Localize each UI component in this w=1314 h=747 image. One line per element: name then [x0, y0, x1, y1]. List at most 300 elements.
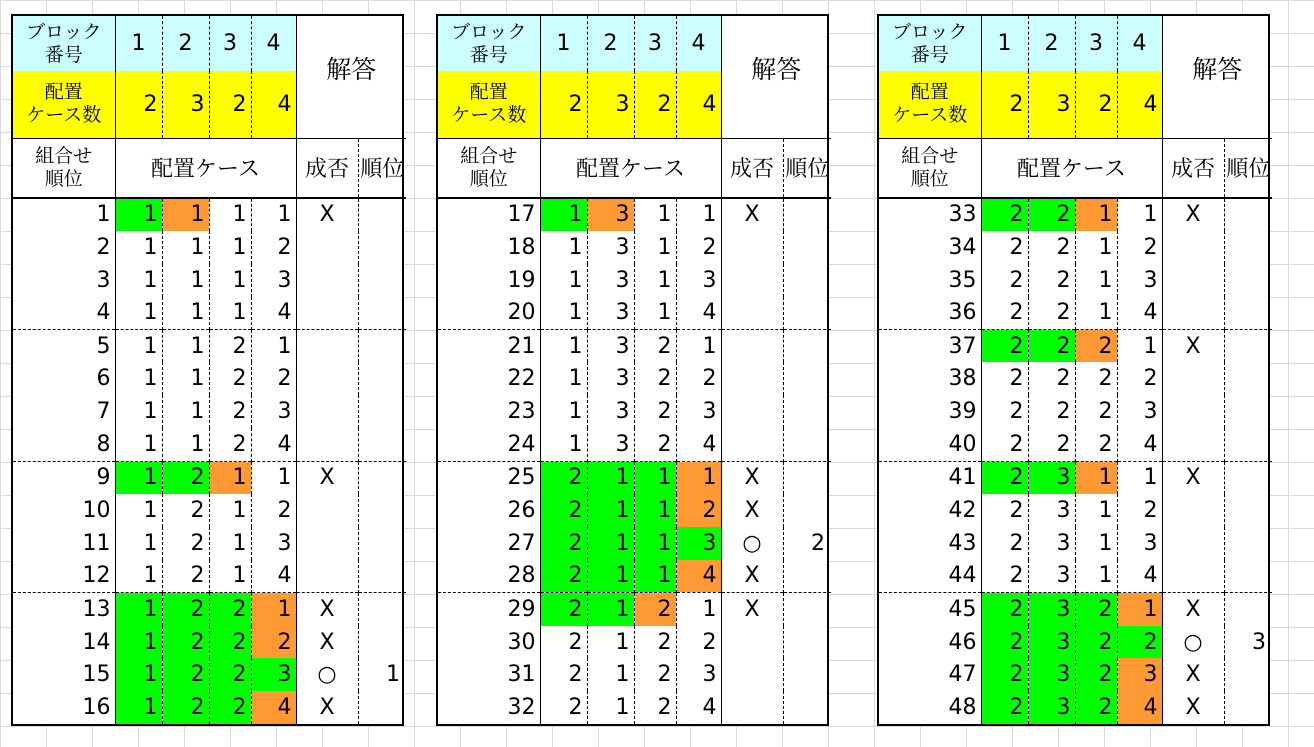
case-cell-1: 2: [540, 560, 587, 593]
rank-cell: [1224, 330, 1272, 363]
table-row: [13, 362, 406, 395]
combo-rank-cell: 19: [507, 267, 536, 293]
case-cell-3: 1: [1075, 264, 1117, 297]
combo-rank-cell: 4: [96, 300, 111, 326]
rank-cell: [358, 198, 406, 231]
placement-count-4: 4: [1117, 71, 1162, 138]
placement-case-header: 配置ケース: [981, 138, 1162, 198]
table-row: [438, 560, 831, 593]
result-cell: [296, 297, 358, 330]
case-cell-3: 1: [634, 231, 676, 264]
case-cell-2: 3: [587, 395, 634, 428]
case-cell-4: 2: [251, 626, 296, 659]
case-cell-4: 1: [1117, 461, 1162, 494]
case-cell-1: 1: [115, 428, 162, 461]
case-cell-2: 3: [1028, 527, 1075, 560]
case-cell-4: 4: [1117, 560, 1162, 593]
case-cell-3: 2: [209, 626, 251, 659]
case-cell-3: 1: [1075, 198, 1117, 231]
table-row: [879, 198, 1272, 231]
combo-rank-cell: 25: [438, 461, 540, 494]
case-cell-3: 1: [634, 297, 676, 330]
table-row: [879, 494, 1272, 527]
combo-rank-cell: 14: [82, 629, 111, 655]
result-cell: ○: [721, 527, 783, 560]
result-cell: X: [721, 198, 783, 231]
result-cell: X: [1162, 691, 1224, 724]
rank-cell: [1224, 658, 1272, 691]
case-cell-1: 2: [540, 527, 587, 560]
table-row: [438, 297, 831, 330]
block-number-3: 3: [634, 16, 676, 71]
case-cell-4: 3: [676, 264, 721, 297]
case-cell-2: 1: [162, 231, 209, 264]
result-cell: [721, 691, 783, 724]
combo-rank-cell: 6: [96, 366, 111, 392]
case-cell-1: 1: [115, 691, 162, 724]
case-cell-4: 3: [1117, 395, 1162, 428]
case-cell-1: 2: [981, 264, 1028, 297]
case-cell-3: 2: [209, 395, 251, 428]
case-cell-1: 2: [981, 593, 1028, 626]
table-row: [13, 658, 406, 691]
result-cell: X: [296, 691, 358, 724]
table-row: [438, 362, 831, 395]
combo-rank-cell: 45: [879, 593, 981, 626]
rank-cell: [1224, 461, 1272, 494]
table-row: [879, 297, 1272, 330]
table-row: [879, 691, 1272, 724]
block-number-4: 4: [1117, 16, 1162, 71]
case-cell-4: 4: [251, 297, 296, 330]
case-cell-4: 3: [251, 527, 296, 560]
case-cell-1: 2: [981, 494, 1028, 527]
case-cell-3: 2: [1075, 691, 1117, 724]
case-cell-4: 2: [676, 362, 721, 395]
combo-rank-cell: 44: [948, 563, 977, 589]
combo-rank-cell: 9: [13, 461, 115, 494]
case-cell-1: 1: [115, 527, 162, 560]
case-cell-2: 1: [587, 626, 634, 659]
combo-rank-cell: 20: [507, 300, 536, 326]
table-row: [438, 264, 831, 297]
result-cell: [721, 231, 783, 264]
case-cell-1: 2: [540, 593, 587, 626]
rank-cell: [783, 658, 831, 691]
answer-header: 解答: [721, 16, 831, 138]
result-cell: [721, 626, 783, 659]
case-cell-2: 2: [162, 461, 209, 494]
result-header: 成否: [721, 138, 783, 198]
case-cell-3: 1: [209, 527, 251, 560]
table-row: [438, 461, 831, 494]
block-number-1: 1: [115, 16, 162, 71]
result-cell: [1162, 560, 1224, 593]
combo-rank-cell: 46: [948, 629, 977, 655]
case-cell-1: 2: [540, 691, 587, 724]
combo-rank-cell: 34: [948, 234, 977, 260]
case-table: [438, 16, 831, 724]
case-cell-2: 1: [162, 362, 209, 395]
case-cell-3: 1: [1075, 231, 1117, 264]
combo-rank-cell: 8: [96, 431, 111, 457]
case-cell-3: 1: [209, 297, 251, 330]
case-cell-3: 1: [634, 494, 676, 527]
case-cell-2: 2: [1028, 428, 1075, 461]
case-cell-3: 2: [634, 330, 676, 363]
result-cell: [296, 428, 358, 461]
case-cell-2: 2: [1028, 198, 1075, 231]
case-cell-2: 2: [1028, 362, 1075, 395]
result-cell: X: [296, 461, 358, 494]
case-cell-3: 2: [209, 362, 251, 395]
rank-cell: [783, 297, 831, 330]
case-cell-4: 2: [676, 494, 721, 527]
rank-header: 順位: [358, 138, 406, 198]
block-number-2: 2: [1028, 16, 1075, 71]
case-cell-2: 3: [1028, 560, 1075, 593]
case-cell-3: 1: [209, 198, 251, 231]
rank-header: 順位: [1224, 138, 1272, 198]
combo-rank-cell: 15: [82, 662, 111, 688]
table-row: [879, 560, 1272, 593]
result-cell: X: [1162, 330, 1224, 363]
case-cell-1: 2: [981, 362, 1028, 395]
case-cell-1: 1: [115, 198, 162, 231]
case-cell-1: 2: [981, 461, 1028, 494]
case-cell-4: 4: [1117, 297, 1162, 330]
case-cell-3: 2: [634, 428, 676, 461]
combo-rank-cell: 41: [879, 461, 981, 494]
case-cell-3: 1: [634, 560, 676, 593]
table-row: [438, 593, 831, 626]
case-cell-4: 1: [1117, 593, 1162, 626]
rank-cell: [358, 560, 406, 593]
table-row: [879, 395, 1272, 428]
case-cell-2: 1: [162, 198, 209, 231]
rank-header: 順位: [783, 138, 831, 198]
table-row: [438, 691, 831, 724]
case-cell-2: 3: [587, 428, 634, 461]
case-cell-2: 1: [587, 461, 634, 494]
case-cell-2: 3: [587, 330, 634, 363]
case-cell-2: 3: [587, 264, 634, 297]
case-cell-1: 1: [115, 494, 162, 527]
case-cell-2: 2: [1028, 231, 1075, 264]
table-row: [13, 297, 406, 330]
rank-cell: [358, 395, 406, 428]
result-cell: ○: [1162, 626, 1224, 659]
result-cell: [1162, 231, 1224, 264]
table-row: [13, 330, 406, 363]
result-cell: [721, 395, 783, 428]
case-cell-2: 1: [587, 658, 634, 691]
table-row: [13, 527, 406, 560]
case-cell-3: 2: [209, 593, 251, 626]
case-cell-4: 3: [1117, 658, 1162, 691]
rank-cell: [783, 691, 831, 724]
rank-cell: [1224, 691, 1272, 724]
rank-cell: [1224, 527, 1272, 560]
block-number-label: ブロック 番号: [879, 16, 981, 71]
case-cell-1: 1: [115, 461, 162, 494]
case-cell-4: 2: [1117, 626, 1162, 659]
block-number-1: 1: [981, 16, 1028, 71]
case-cell-1: 2: [981, 626, 1028, 659]
table-row: [438, 527, 831, 560]
case-cell-1: 1: [115, 297, 162, 330]
combo-rank-cell: 23: [507, 399, 536, 425]
block-number-label: ブロック 番号: [438, 16, 540, 71]
combo-rank-cell: 3: [96, 267, 111, 293]
case-cell-1: 2: [981, 395, 1028, 428]
case-cell-4: 2: [251, 231, 296, 264]
case-cell-3: 1: [634, 264, 676, 297]
case-cell-2: 1: [162, 395, 209, 428]
combo-rank-header: 組合せ 順位: [13, 138, 115, 198]
rank-cell: 3: [1224, 626, 1272, 659]
result-cell: X: [1162, 198, 1224, 231]
case-cell-1: 1: [115, 626, 162, 659]
table-row: [13, 494, 406, 527]
case-cell-4: 2: [676, 231, 721, 264]
result-cell: [1162, 297, 1224, 330]
case-cell-1: 2: [981, 428, 1028, 461]
combo-rank-cell: 31: [507, 662, 536, 688]
case-cell-2: 1: [587, 593, 634, 626]
rank-cell: 2: [783, 527, 831, 560]
case-cell-3: 1: [1075, 297, 1117, 330]
combo-rank-cell: 10: [82, 497, 111, 523]
placement-count-2: 3: [162, 71, 209, 138]
case-cell-2: 2: [162, 560, 209, 593]
result-header: 成否: [1162, 138, 1224, 198]
case-cell-4: 2: [251, 494, 296, 527]
case-cell-2: 3: [587, 231, 634, 264]
placement-count-label: 配置 ケース数: [438, 71, 540, 138]
rank-cell: [358, 330, 406, 363]
combo-rank-cell: 35: [948, 267, 977, 293]
table-row: [13, 231, 406, 264]
combo-rank-cell: 28: [507, 563, 536, 589]
case-cell-2: 3: [587, 297, 634, 330]
case-cell-3: 2: [209, 691, 251, 724]
case-cell-4: 1: [676, 330, 721, 363]
placement-case-header: 配置ケース: [540, 138, 721, 198]
rank-cell: [1224, 231, 1272, 264]
combo-rank-cell: 24: [507, 431, 536, 457]
case-cell-3: 1: [209, 560, 251, 593]
combo-rank-cell: 18: [507, 234, 536, 260]
combo-rank-cell: 5: [13, 330, 115, 363]
case-cell-4: 4: [1117, 691, 1162, 724]
table-row: [13, 428, 406, 461]
rank-cell: [783, 593, 831, 626]
case-cell-4: 3: [676, 395, 721, 428]
table-row: [438, 231, 831, 264]
table-row: [13, 264, 406, 297]
table-row: [13, 560, 406, 593]
table-row: [879, 362, 1272, 395]
result-cell: X: [296, 593, 358, 626]
placement-count-3: 2: [634, 71, 676, 138]
combo-rank-cell: 26: [507, 497, 536, 523]
rank-cell: [783, 560, 831, 593]
case-cell-3: 1: [634, 198, 676, 231]
case-cell-4: 4: [676, 560, 721, 593]
combo-rank-cell: 21: [438, 330, 540, 363]
case-cell-4: 1: [676, 198, 721, 231]
rank-cell: [1224, 362, 1272, 395]
result-cell: [296, 527, 358, 560]
result-cell: X: [1162, 658, 1224, 691]
result-cell: [1162, 527, 1224, 560]
result-cell: X: [721, 560, 783, 593]
table-row: [879, 461, 1272, 494]
case-cell-2: 3: [587, 198, 634, 231]
table-row: [438, 626, 831, 659]
case-cell-4: 1: [1117, 198, 1162, 231]
case-cell-4: 4: [676, 428, 721, 461]
placement-count-4: 4: [251, 71, 296, 138]
rank-cell: [358, 494, 406, 527]
table-row: [438, 428, 831, 461]
result-cell: [1162, 428, 1224, 461]
table-row: [438, 658, 831, 691]
case-cell-4: 3: [676, 658, 721, 691]
result-cell: [296, 330, 358, 363]
rank-cell: 1: [358, 658, 406, 691]
rank-cell: [783, 264, 831, 297]
case-cell-1: 2: [981, 198, 1028, 231]
result-cell: [296, 560, 358, 593]
case-table-panel: [436, 14, 829, 726]
block-number-4: 4: [676, 16, 721, 71]
combo-rank-cell: 42: [948, 497, 977, 523]
table-row: [13, 626, 406, 659]
case-cell-3: 1: [1075, 560, 1117, 593]
combo-rank-cell: 11: [82, 530, 111, 556]
case-cell-4: 4: [676, 297, 721, 330]
case-cell-2: 3: [1028, 494, 1075, 527]
table-row: [879, 658, 1272, 691]
result-cell: X: [721, 494, 783, 527]
rank-cell: [1224, 428, 1272, 461]
case-cell-4: 3: [251, 658, 296, 691]
case-cell-1: 1: [115, 362, 162, 395]
case-cell-4: 4: [251, 560, 296, 593]
case-cell-3: 2: [1075, 428, 1117, 461]
case-cell-3: 1: [209, 461, 251, 494]
case-cell-4: 4: [251, 691, 296, 724]
rank-cell: [1224, 560, 1272, 593]
result-cell: [1162, 494, 1224, 527]
case-cell-2: 1: [162, 428, 209, 461]
case-cell-3: 2: [209, 428, 251, 461]
case-cell-1: 1: [540, 362, 587, 395]
case-cell-2: 2: [1028, 395, 1075, 428]
block-number-2: 2: [587, 16, 634, 71]
case-cell-4: 4: [676, 691, 721, 724]
rank-cell: [358, 297, 406, 330]
result-cell: X: [721, 593, 783, 626]
case-cell-3: 2: [1075, 395, 1117, 428]
case-cell-2: 3: [1028, 593, 1075, 626]
case-cell-1: 1: [540, 198, 587, 231]
case-cell-1: 1: [540, 330, 587, 363]
case-table: [879, 16, 1272, 724]
result-header: 成否: [296, 138, 358, 198]
case-cell-1: 2: [981, 231, 1028, 264]
combo-rank-cell: 36: [948, 300, 977, 326]
case-cell-3: 2: [1075, 362, 1117, 395]
case-cell-3: 2: [634, 593, 676, 626]
combo-rank-cell: 7: [96, 399, 111, 425]
result-cell: [296, 362, 358, 395]
case-cell-3: 1: [1075, 494, 1117, 527]
case-cell-2: 2: [162, 527, 209, 560]
combo-rank-cell: 39: [948, 399, 977, 425]
case-cell-1: 2: [540, 658, 587, 691]
result-cell: [721, 264, 783, 297]
table-row: [879, 593, 1272, 626]
case-cell-1: 1: [115, 560, 162, 593]
case-cell-2: 3: [1028, 691, 1075, 724]
table-row: [13, 198, 406, 231]
placement-count-2: 3: [1028, 71, 1075, 138]
case-cell-3: 2: [634, 362, 676, 395]
case-cell-2: 1: [162, 330, 209, 363]
case-cell-2: 2: [162, 494, 209, 527]
case-cell-4: 1: [251, 198, 296, 231]
block-number-4: 4: [251, 16, 296, 71]
case-cell-3: 2: [634, 691, 676, 724]
combo-rank-cell: 12: [82, 563, 111, 589]
combo-rank-header: 組合せ 順位: [438, 138, 540, 198]
case-cell-4: 1: [251, 593, 296, 626]
case-table-panel: [11, 14, 404, 726]
result-cell: [296, 264, 358, 297]
placement-count-4: 4: [676, 71, 721, 138]
case-cell-4: 3: [1117, 527, 1162, 560]
case-cell-3: 1: [1075, 461, 1117, 494]
table-row: [879, 330, 1272, 363]
placement-count-2: 3: [587, 71, 634, 138]
case-cell-1: 1: [115, 593, 162, 626]
combo-rank-cell: 33: [948, 202, 977, 228]
case-cell-1: 1: [115, 395, 162, 428]
case-cell-3: 1: [634, 461, 676, 494]
rank-cell: [1224, 297, 1272, 330]
rank-cell: [783, 395, 831, 428]
case-cell-3: 1: [1075, 527, 1117, 560]
combo-rank-cell: 47: [948, 662, 977, 688]
table-row: [438, 494, 831, 527]
case-cell-2: 1: [587, 527, 634, 560]
case-cell-1: 1: [540, 264, 587, 297]
case-cell-4: 3: [251, 264, 296, 297]
case-cell-1: 1: [540, 395, 587, 428]
answer-header: 解答: [1162, 16, 1272, 138]
rank-cell: [358, 593, 406, 626]
result-cell: ○: [296, 658, 358, 691]
case-cell-3: 2: [209, 330, 251, 363]
case-table: [13, 16, 406, 724]
rank-cell: [358, 428, 406, 461]
rank-cell: [783, 428, 831, 461]
result-cell: X: [296, 626, 358, 659]
rank-cell: [1224, 264, 1272, 297]
